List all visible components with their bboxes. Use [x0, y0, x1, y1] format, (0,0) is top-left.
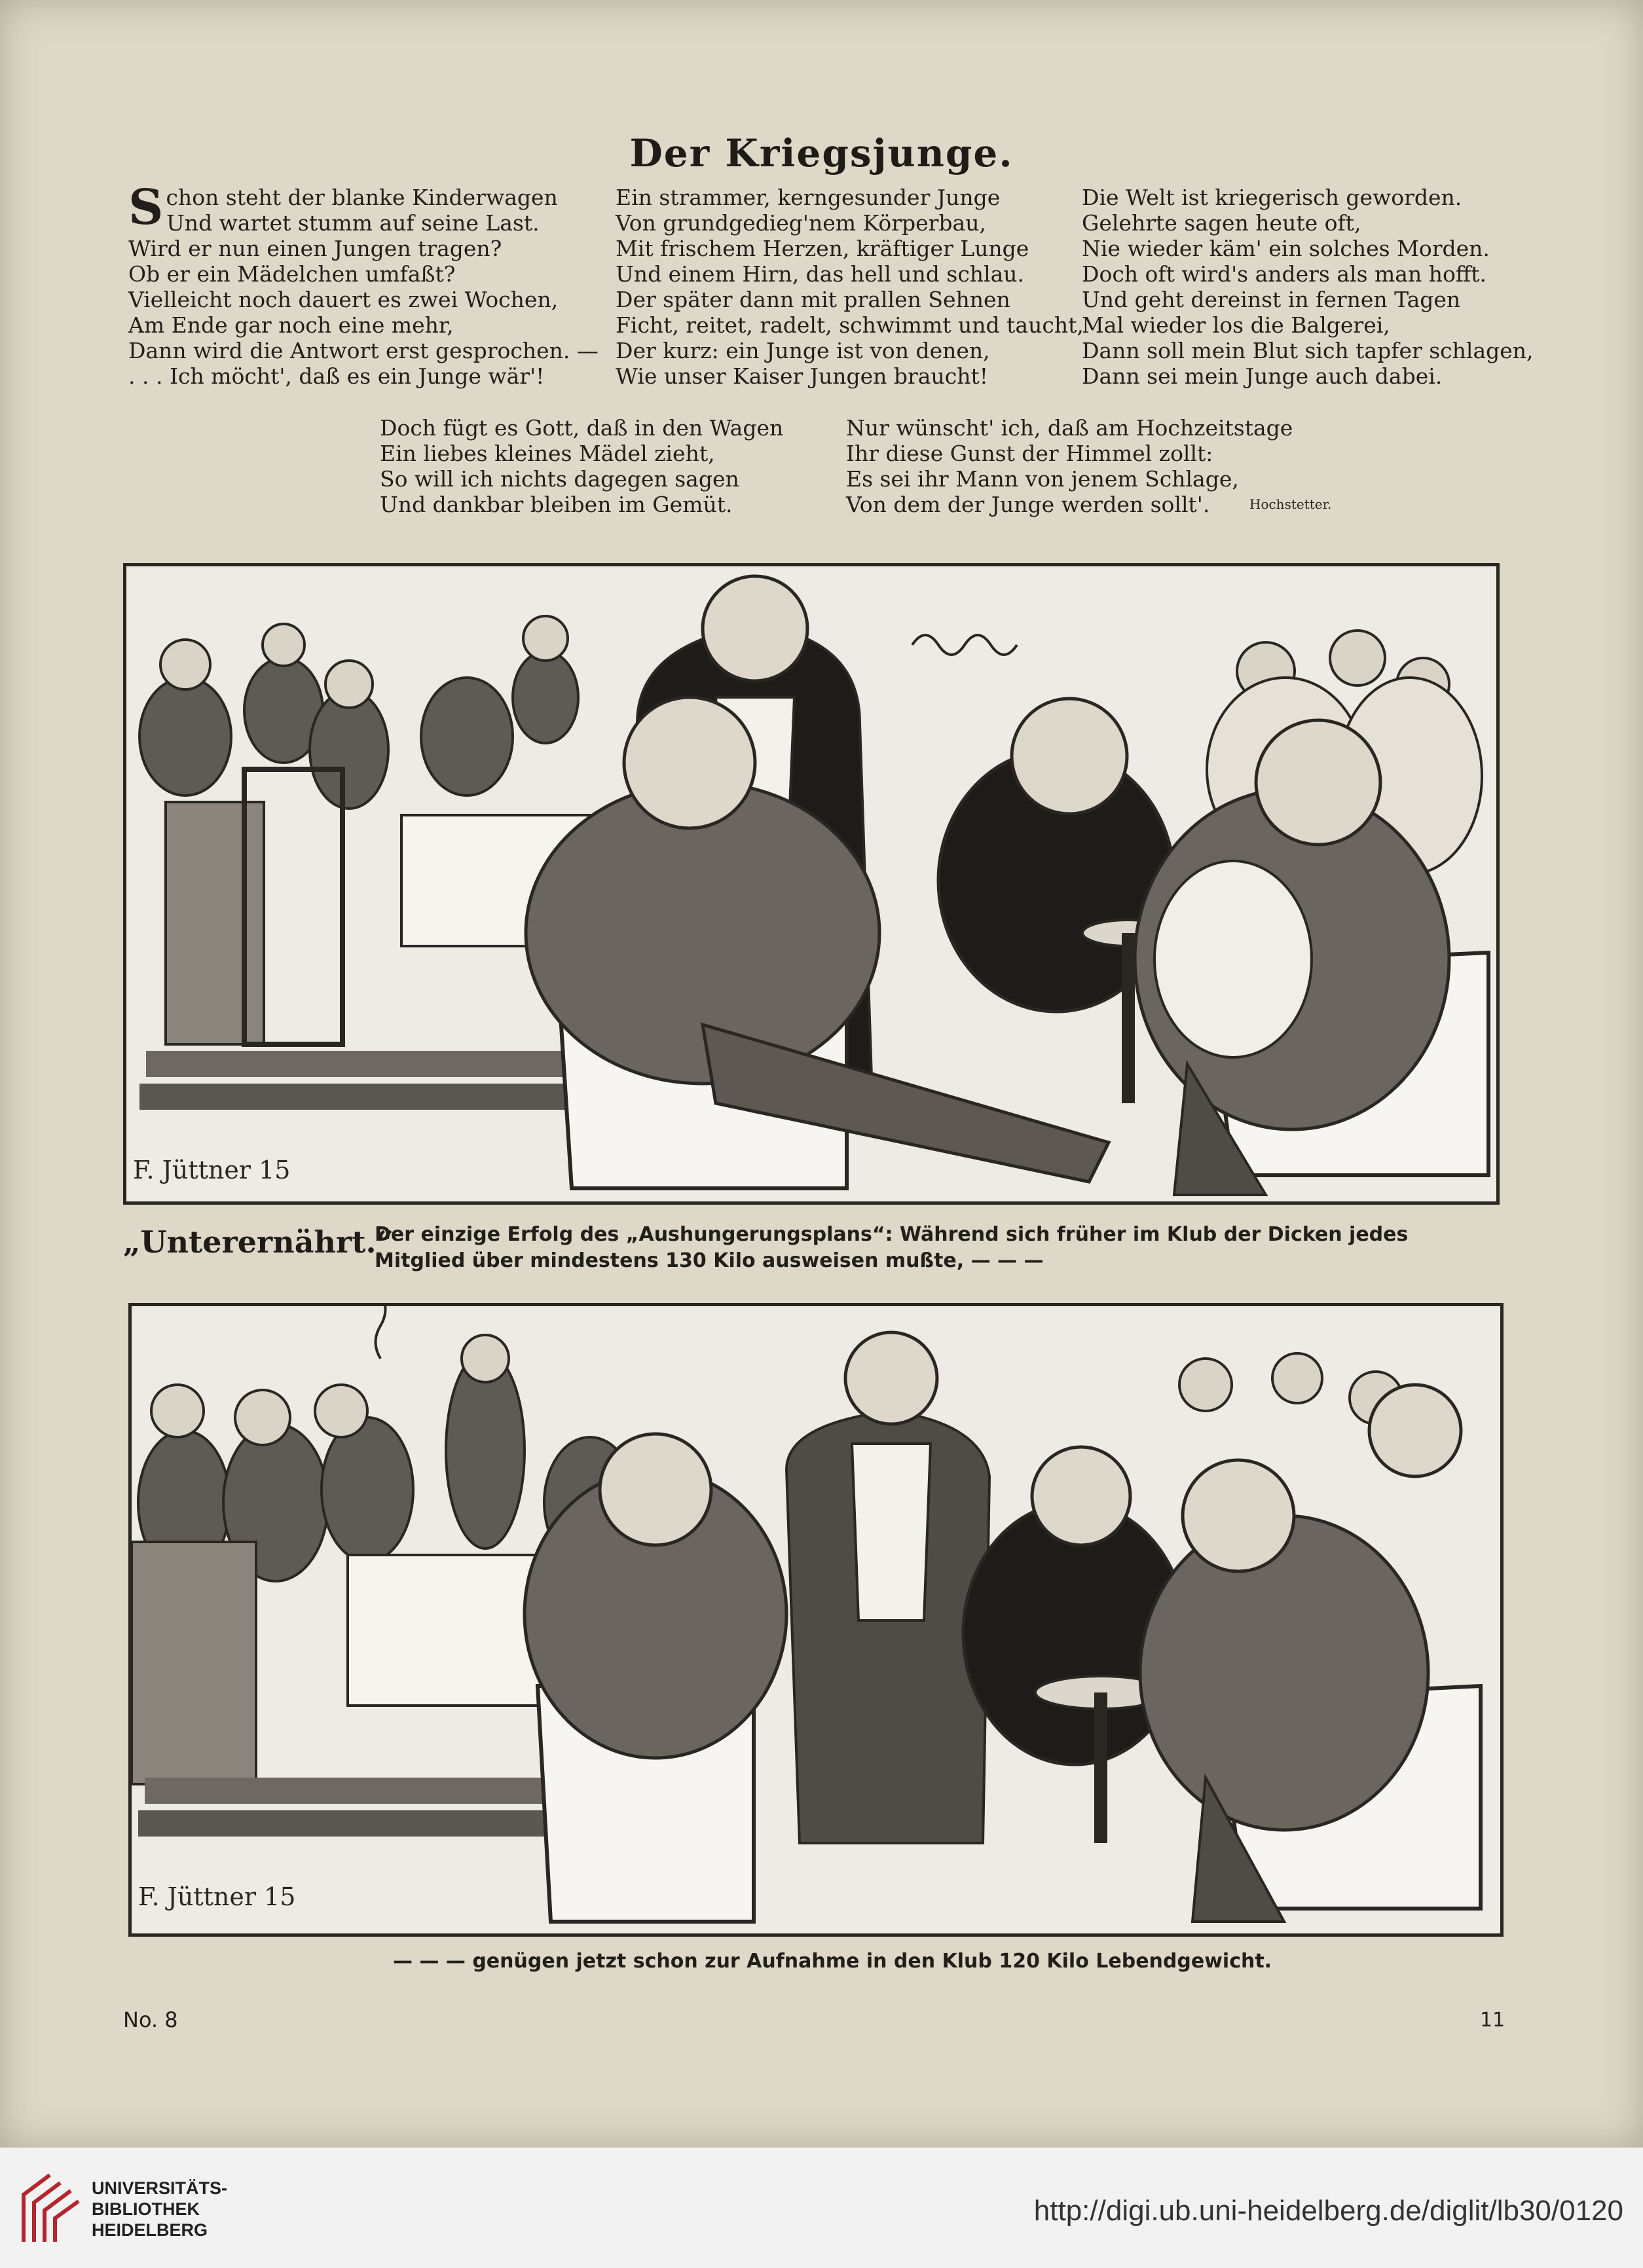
library-name-line: HEIDELBERG [92, 2220, 208, 2240]
cartoon-illustration-1 [126, 566, 1496, 1201]
poem-line: Doch fügt es Gott, daß in den Wagen [380, 415, 784, 441]
poem-line: Der kurz: ein Junge ist von denen, [616, 338, 990, 363]
poem-line: Dann sei mein Junge auch dabei. [1082, 363, 1443, 389]
poem-line: Am Ende gar noch eine mehr, [128, 312, 454, 338]
poem-column-4 [380, 415, 783, 517]
cartoon-title: „Unterernährt.“ [123, 1224, 394, 1260]
poem-line: Und wartet stumm auf seine Last. [166, 210, 540, 236]
poem-line: Gelehrte sagen heute oft, [1082, 210, 1361, 236]
poem-line: chon steht der blanke Kinderwagen [166, 185, 558, 210]
poem-column-3 [1082, 185, 1534, 389]
library-logo-icon [20, 2168, 83, 2246]
poem-line: Wird er nun einen Jungen tragen? [128, 236, 502, 261]
poem-line: Die Welt ist kriegerisch geworden. [1082, 185, 1462, 210]
poem-column-5 [846, 415, 1293, 517]
poem-line: Mit frischem Herzen, kräftiger Lunge [616, 236, 1029, 261]
poem-line: Dann wird die Antwort erst gesprochen. — [128, 338, 599, 363]
poem-line: Der später dann mit prallen Sehnen [616, 287, 1010, 312]
poem-line: Ein liebes kleines Mädel zieht, [380, 441, 715, 466]
poem-line: Und einem Hirn, das hell und schlau. [616, 261, 1025, 287]
poem-line: Dann soll mein Blut sich tapfer schlagen, [1082, 338, 1534, 363]
library-name-line: BIBLIOTHEK [92, 2199, 200, 2219]
poem-line: Wie unser Kaiser Jungen braucht! [616, 363, 988, 389]
artist-signature: F. Jüttner 15 [133, 1156, 291, 1184]
dropcap: S [128, 179, 164, 236]
poem-line: Und dankbar bleiben im Gemüt. [380, 492, 733, 517]
cartoon-caption-2: — — — genügen jetzt schon zur Aufnahme in den Klub 120 Kilo Lebendgewicht. [393, 1950, 1272, 1973]
poem-line: Nie wieder käm' ein solches Morden. [1082, 236, 1490, 261]
poem-author: Hochstetter. [1249, 496, 1332, 512]
poem-line: Ob er ein Mädelchen umfaßt? [128, 261, 456, 287]
source-url-link[interactable]: http://digi.ub.uni-heidelberg.de/diglit/lb30/0120 [1033, 2195, 1623, 2227]
library-name [92, 2178, 227, 2241]
poem-line: Mal wieder los die Balgerei, [1082, 312, 1390, 338]
poem-line: Ihr diese Gunst der Himmel zollt: [846, 441, 1213, 466]
poem-line: . . . Ich möcht', daß es ein Junge wär'! [128, 363, 545, 389]
cartoon-illustration-2 [132, 1306, 1500, 1933]
poem-line: So will ich nichts dagegen sagen [380, 466, 739, 492]
poem-line: Ein strammer, kerngesunder Junge [616, 185, 1001, 210]
cartoon-panel-2 [128, 1303, 1504, 1937]
poem-line: Doch oft wird's anders als man hofft. [1082, 261, 1487, 287]
artist-signature: F. Jüttner 15 [138, 1882, 296, 1911]
library-name-line: UNIVERSITÄTS- [92, 2178, 228, 2198]
cartoon-caption-1: Der einzige Erfolg des „Aushungerungsplans“: Während sich früher im Klub der Dicken jedes Mitglied über mindestens 130 Kilo ausweisen mußte, — — — [375, 1223, 1409, 1272]
poem-line: Von dem der Junge werden sollt'. [846, 492, 1210, 517]
poem-line: Es sei ihr Mann von jenem Schlage, [846, 466, 1239, 492]
page-number: 11 [1480, 2009, 1505, 2032]
issue-number: No. 8 [123, 2007, 178, 2032]
poem-line: Vielleicht noch dauert es zwei Wochen, [128, 287, 559, 312]
poem-title: Der Kriegsjunge. [629, 131, 1014, 175]
poem-column-2 [616, 185, 1084, 389]
poem-line: Nur wünscht' ich, daß am Hochzeitstage [846, 415, 1293, 441]
poem-line: Von grundgedieg'nem Körperbau, [616, 210, 986, 236]
poem-column-1 [128, 179, 599, 389]
poem-line: Ficht, reitet, radelt, schwimmt und taucht, [616, 312, 1084, 338]
poem-line: Und geht dereinst in fernen Tagen [1082, 287, 1461, 312]
cartoon-panel-1 [123, 563, 1500, 1205]
